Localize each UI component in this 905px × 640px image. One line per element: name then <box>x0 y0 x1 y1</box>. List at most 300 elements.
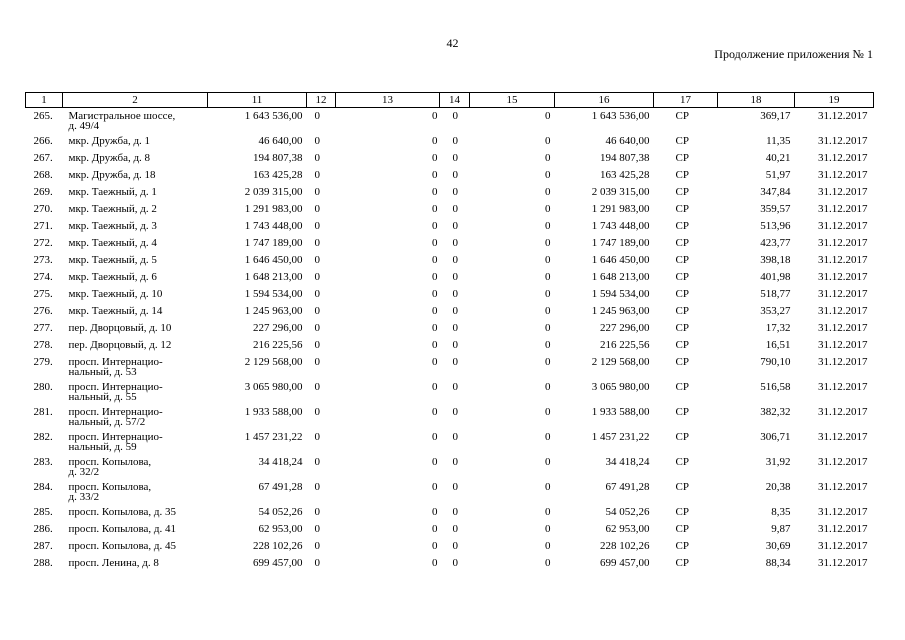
table-row <box>26 303 874 320</box>
cell-col-11: 2 129 568,00 <box>244 356 303 368</box>
cell-col-17: СР <box>675 456 689 468</box>
cell-col-17: СР <box>675 203 689 215</box>
address-cell <box>63 429 208 454</box>
row-number: 275. <box>33 288 53 300</box>
table-row <box>26 218 874 235</box>
cell-col-14: 0 <box>452 305 458 317</box>
cell-col-14: 0 <box>452 288 458 300</box>
cell-col-18: 40,21 <box>765 152 791 164</box>
address-cell <box>63 538 208 555</box>
cell-col-16: 62 953,00 <box>605 523 650 535</box>
cell-col-15: 0 <box>545 220 551 232</box>
cell-col-18: 401,98 <box>760 271 791 283</box>
address-line: мкр. Таежный, д. 2 <box>68 203 157 215</box>
cell-col-11: 1 594 534,00 <box>244 288 303 300</box>
address-line: нальный, д. 55 <box>68 391 137 403</box>
cell-col-11: 67 491,28 <box>258 481 303 493</box>
cell-col-11: 3 065 980,00 <box>244 381 303 393</box>
cell-col-13: 0 <box>432 557 438 569</box>
address-line: просп. Интернацио- <box>68 356 163 368</box>
cell-col-16: 228 102,26 <box>600 540 650 552</box>
cell-col-13: 0 <box>432 288 438 300</box>
cell-col-18: 513,96 <box>760 220 791 232</box>
address-cell <box>63 320 208 337</box>
address-line: Магистральное шоссе, <box>68 110 176 122</box>
cell-col-19: 31.12.2017 <box>818 356 868 368</box>
cell-col-12: 0 <box>314 237 320 249</box>
table-row <box>26 354 874 379</box>
cell-col-12: 0 <box>314 540 320 552</box>
row-number: 271. <box>33 220 53 232</box>
column-header: 14 <box>440 93 470 108</box>
table-row <box>26 286 874 303</box>
cell-col-15: 0 <box>545 322 551 334</box>
address-cell <box>63 379 208 404</box>
cell-col-14: 0 <box>452 322 458 334</box>
cell-col-19: 31.12.2017 <box>818 506 868 518</box>
cell-col-13: 0 <box>432 540 438 552</box>
cell-col-19: 31.12.2017 <box>818 381 868 393</box>
cell-col-11: 1 291 983,00 <box>244 203 303 215</box>
address-line: просп. Интернацио- <box>68 406 163 418</box>
address-line: мкр. Таежный, д. 3 <box>68 220 157 232</box>
cell-col-15: 0 <box>545 339 551 351</box>
cell-col-16: 194 807,38 <box>600 152 650 164</box>
cell-col-12: 0 <box>314 152 320 164</box>
cell-col-17: СР <box>675 506 689 518</box>
cell-col-15: 0 <box>545 186 551 198</box>
cell-col-19: 31.12.2017 <box>818 135 868 147</box>
page-number: 42 <box>446 36 459 50</box>
cell-col-14: 0 <box>452 110 458 122</box>
cell-col-13: 0 <box>432 135 438 147</box>
row-number: 284. <box>33 481 53 493</box>
address-cell <box>63 454 208 479</box>
address-line: мкр. Таежный, д. 4 <box>68 237 157 249</box>
cell-col-15: 0 <box>545 288 551 300</box>
cell-col-13: 0 <box>432 481 438 493</box>
cell-col-13: 0 <box>432 339 438 351</box>
cell-col-18: 382,32 <box>760 406 791 418</box>
cell-col-13: 0 <box>432 220 438 232</box>
cell-col-13: 0 <box>432 305 438 317</box>
cell-col-18: 516,58 <box>760 381 791 393</box>
address-cell <box>63 150 208 167</box>
cell-col-15: 0 <box>545 506 551 518</box>
row-number: 276. <box>33 305 53 317</box>
cell-col-11: 1 933 588,00 <box>244 406 303 418</box>
address-cell <box>63 337 208 354</box>
table-row <box>26 538 874 555</box>
cell-col-15: 0 <box>545 456 551 468</box>
cell-col-17: СР <box>675 339 689 351</box>
cell-col-15: 0 <box>545 356 551 368</box>
cell-col-15: 0 <box>545 152 551 164</box>
row-number: 285. <box>33 506 53 518</box>
cell-col-12: 0 <box>314 381 320 393</box>
address-line: д. 33/2 <box>68 491 100 503</box>
cell-col-14: 0 <box>452 152 458 164</box>
cell-col-19: 31.12.2017 <box>818 186 868 198</box>
cell-col-12: 0 <box>314 356 320 368</box>
address-line: мкр. Дружба, д. 18 <box>68 169 156 181</box>
cell-col-12: 0 <box>314 203 320 215</box>
cell-col-18: 518,77 <box>760 288 791 300</box>
table-body <box>26 108 874 573</box>
cell-col-11: 46 640,00 <box>258 135 303 147</box>
column-header: 19 <box>795 93 874 108</box>
cell-col-17: СР <box>675 152 689 164</box>
cell-col-13: 0 <box>432 110 438 122</box>
cell-col-13: 0 <box>432 406 438 418</box>
cell-col-15: 0 <box>545 135 551 147</box>
cell-col-13: 0 <box>432 506 438 518</box>
cell-col-12: 0 <box>314 254 320 266</box>
cell-col-17: СР <box>675 220 689 232</box>
row-number: 280. <box>33 381 53 393</box>
cell-col-18: 9,87 <box>771 523 791 535</box>
cell-col-14: 0 <box>452 169 458 181</box>
row-number: 286. <box>33 523 53 535</box>
cell-col-11: 1 457 231,22 <box>244 431 303 443</box>
address-line: мкр. Таежный, д. 1 <box>68 186 157 198</box>
cell-col-14: 0 <box>452 220 458 232</box>
row-number: 287. <box>33 540 53 552</box>
column-header: 16 <box>555 93 654 108</box>
cell-col-12: 0 <box>314 169 320 181</box>
cell-col-17: СР <box>675 305 689 317</box>
cell-col-19: 31.12.2017 <box>818 540 868 552</box>
table-row <box>26 133 874 150</box>
address-line: просп. Копылова, д. 41 <box>68 523 177 535</box>
address-line: нальный, д. 53 <box>68 366 137 378</box>
cell-col-16: 54 052,26 <box>605 506 650 518</box>
address-cell <box>63 504 208 521</box>
address-line: мкр. Дружба, д. 1 <box>68 135 151 147</box>
row-number: 272. <box>33 237 53 249</box>
cell-col-17: СР <box>675 135 689 147</box>
address-line: д. 32/2 <box>68 466 100 478</box>
table-row <box>26 167 874 184</box>
cell-col-18: 369,17 <box>760 110 791 122</box>
cell-col-11: 1 245 963,00 <box>244 305 303 317</box>
cell-col-17: СР <box>675 356 689 368</box>
cell-col-19: 31.12.2017 <box>818 339 868 351</box>
table-row <box>26 235 874 252</box>
cell-col-12: 0 <box>314 456 320 468</box>
cell-col-16: 1 291 983,00 <box>591 203 650 215</box>
cell-col-16: 1 743 448,00 <box>591 220 650 232</box>
cell-col-16: 2 129 568,00 <box>591 356 650 368</box>
cell-col-13: 0 <box>432 152 438 164</box>
cell-col-18: 423,77 <box>760 237 791 249</box>
cell-col-11: 1 648 213,00 <box>244 271 303 283</box>
cell-col-17: СР <box>675 431 689 443</box>
address-line: мкр. Таежный, д. 14 <box>68 305 163 317</box>
cell-col-18: 20,38 <box>765 481 791 493</box>
address-line: просп. Копылова, д. 35 <box>68 506 177 518</box>
address-cell <box>63 286 208 303</box>
cell-col-16: 34 418,24 <box>605 456 650 468</box>
cell-col-18: 31,92 <box>765 456 791 468</box>
cell-col-17: СР <box>675 110 689 122</box>
cell-col-15: 0 <box>545 271 551 283</box>
cell-col-14: 0 <box>452 203 458 215</box>
cell-col-14: 0 <box>452 135 458 147</box>
cell-col-17: СР <box>675 288 689 300</box>
cell-col-17: СР <box>675 186 689 198</box>
cell-col-14: 0 <box>452 339 458 351</box>
cell-col-12: 0 <box>314 406 320 418</box>
cell-col-19: 31.12.2017 <box>818 305 868 317</box>
cell-col-13: 0 <box>432 523 438 535</box>
cell-col-17: СР <box>675 557 689 569</box>
cell-col-14: 0 <box>452 481 458 493</box>
cell-col-12: 0 <box>314 431 320 443</box>
cell-col-11: 227 296,00 <box>253 322 303 334</box>
cell-col-16: 67 491,28 <box>605 481 650 493</box>
cell-col-16: 46 640,00 <box>605 135 650 147</box>
cell-col-18: 16,51 <box>765 339 791 351</box>
cell-col-19: 31.12.2017 <box>818 406 868 418</box>
address-cell <box>63 303 208 320</box>
cell-col-11: 1 747 189,00 <box>244 237 303 249</box>
cell-col-13: 0 <box>432 431 438 443</box>
cell-col-11: 62 953,00 <box>258 523 303 535</box>
address-cell <box>63 269 208 286</box>
cell-col-13: 0 <box>432 381 438 393</box>
address-line: нальный, д. 57/2 <box>68 416 146 428</box>
address-cell <box>63 479 208 504</box>
address-line: д. 49/4 <box>68 120 100 132</box>
address-line: нальный, д. 59 <box>68 441 137 453</box>
cell-col-12: 0 <box>314 339 320 351</box>
cell-col-14: 0 <box>452 406 458 418</box>
cell-col-18: 51,97 <box>765 169 791 181</box>
table-row <box>26 201 874 218</box>
address-cell <box>63 555 208 572</box>
cell-col-11: 216 225,56 <box>253 339 303 351</box>
address-cell <box>63 133 208 150</box>
cell-col-12: 0 <box>314 271 320 283</box>
cell-col-16: 1 646 450,00 <box>591 254 650 266</box>
cell-col-19: 31.12.2017 <box>818 237 868 249</box>
row-number: 265. <box>33 110 53 122</box>
cell-col-11: 1 743 448,00 <box>244 220 303 232</box>
row-number: 278. <box>33 339 53 351</box>
row-number: 268. <box>33 169 53 181</box>
cell-col-18: 353,27 <box>760 305 791 317</box>
cell-col-18: 398,18 <box>760 254 791 266</box>
table-row <box>26 379 874 404</box>
address-cell <box>63 404 208 429</box>
address-line: пер. Дворцовый, д. 12 <box>68 339 172 351</box>
cell-col-13: 0 <box>432 203 438 215</box>
cell-col-11: 2 039 315,00 <box>244 186 303 198</box>
table-row <box>26 337 874 354</box>
cell-col-18: 306,71 <box>760 431 791 443</box>
cell-col-13: 0 <box>432 254 438 266</box>
table-row <box>26 150 874 167</box>
cell-col-16: 3 065 980,00 <box>591 381 650 393</box>
table-row <box>26 404 874 429</box>
address-line: пер. Дворцовый, д. 10 <box>68 322 172 334</box>
address-line: мкр. Таежный, д. 6 <box>68 271 157 283</box>
cell-col-11: 1 643 536,00 <box>244 110 303 122</box>
cell-col-11: 228 102,26 <box>253 540 303 552</box>
cell-col-17: СР <box>675 322 689 334</box>
cell-col-18: 88,34 <box>765 557 791 569</box>
cell-col-18: 359,57 <box>760 203 791 215</box>
address-line: мкр. Таежный, д. 10 <box>68 288 163 300</box>
row-number: 270. <box>33 203 53 215</box>
cell-col-15: 0 <box>545 381 551 393</box>
data-table <box>25 92 874 572</box>
address-line: мкр. Дружба, д. 8 <box>68 152 151 164</box>
row-number: 269. <box>33 186 53 198</box>
cell-col-12: 0 <box>314 110 320 122</box>
address-cell <box>63 218 208 235</box>
column-header: 11 <box>208 93 307 108</box>
row-number: 266. <box>33 135 53 147</box>
row-number: 279. <box>33 356 53 368</box>
cell-col-14: 0 <box>452 356 458 368</box>
address-cell <box>63 108 208 134</box>
cell-col-12: 0 <box>314 506 320 518</box>
cell-col-16: 2 039 315,00 <box>591 186 650 198</box>
cell-col-15: 0 <box>545 254 551 266</box>
cell-col-15: 0 <box>545 110 551 122</box>
cell-col-16: 1 643 536,00 <box>591 110 650 122</box>
row-number: 281. <box>33 406 53 418</box>
cell-col-17: СР <box>675 237 689 249</box>
column-header: 1 <box>26 93 63 108</box>
cell-col-16: 227 296,00 <box>600 322 650 334</box>
cell-col-16: 163 425,28 <box>600 169 650 181</box>
cell-col-15: 0 <box>545 237 551 249</box>
cell-col-13: 0 <box>432 271 438 283</box>
cell-col-12: 0 <box>314 557 320 569</box>
cell-col-14: 0 <box>452 381 458 393</box>
cell-col-19: 31.12.2017 <box>818 110 868 122</box>
row-number: 273. <box>33 254 53 266</box>
cell-col-19: 31.12.2017 <box>818 557 868 569</box>
cell-col-13: 0 <box>432 356 438 368</box>
cell-col-16: 1 933 588,00 <box>591 406 650 418</box>
cell-col-12: 0 <box>314 135 320 147</box>
cell-col-12: 0 <box>314 481 320 493</box>
cell-col-14: 0 <box>452 540 458 552</box>
cell-col-12: 0 <box>314 523 320 535</box>
cell-col-11: 194 807,38 <box>253 152 303 164</box>
table-row <box>26 320 874 337</box>
cell-col-12: 0 <box>314 220 320 232</box>
table-row <box>26 252 874 269</box>
cell-col-19: 31.12.2017 <box>818 481 868 493</box>
cell-col-17: СР <box>675 169 689 181</box>
cell-col-19: 31.12.2017 <box>818 169 868 181</box>
cell-col-15: 0 <box>545 305 551 317</box>
row-number: 277. <box>33 322 53 334</box>
cell-col-11: 54 052,26 <box>258 506 303 518</box>
address-cell <box>63 521 208 538</box>
table-row <box>26 108 874 134</box>
cell-col-13: 0 <box>432 186 438 198</box>
cell-col-19: 31.12.2017 <box>818 152 868 164</box>
cell-col-15: 0 <box>545 169 551 181</box>
cell-col-16: 1 648 213,00 <box>591 271 650 283</box>
cell-col-19: 31.12.2017 <box>818 220 868 232</box>
header-row <box>26 93 874 108</box>
cell-col-17: СР <box>675 271 689 283</box>
cell-col-19: 31.12.2017 <box>818 431 868 443</box>
table-row <box>26 269 874 286</box>
cell-col-18: 11,35 <box>766 135 791 147</box>
cell-col-14: 0 <box>452 237 458 249</box>
cell-col-14: 0 <box>452 506 458 518</box>
row-number: 288. <box>33 557 53 569</box>
table-row <box>26 454 874 479</box>
address-line: просп. Копылова, д. 45 <box>68 540 177 552</box>
cell-col-17: СР <box>675 406 689 418</box>
cell-col-16: 1 457 231,22 <box>591 431 650 443</box>
cell-col-12: 0 <box>314 322 320 334</box>
cell-col-15: 0 <box>545 557 551 569</box>
cell-col-14: 0 <box>452 557 458 569</box>
address-line: просп. Ленина, д. 8 <box>68 557 159 569</box>
row-number: 283. <box>33 456 53 468</box>
cell-col-15: 0 <box>545 523 551 535</box>
cell-col-14: 0 <box>452 254 458 266</box>
appendix-label: Продолжение приложения № 1 <box>714 47 873 61</box>
cell-col-18: 17,32 <box>765 322 791 334</box>
cell-col-14: 0 <box>452 271 458 283</box>
address-line: мкр. Таежный, д. 5 <box>68 254 157 266</box>
cell-col-12: 0 <box>314 288 320 300</box>
cell-col-13: 0 <box>432 237 438 249</box>
cell-col-17: СР <box>675 254 689 266</box>
cell-col-15: 0 <box>545 431 551 443</box>
table-row <box>26 429 874 454</box>
cell-col-18: 790,10 <box>760 356 791 368</box>
cell-col-19: 31.12.2017 <box>818 288 868 300</box>
address-line: просп. Копылова, <box>68 456 152 468</box>
address-cell <box>63 354 208 379</box>
cell-col-11: 699 457,00 <box>253 557 303 569</box>
row-number: 267. <box>33 152 53 164</box>
table-row <box>26 479 874 504</box>
cell-col-15: 0 <box>545 540 551 552</box>
address-cell <box>63 167 208 184</box>
cell-col-17: СР <box>675 481 689 493</box>
column-header: 12 <box>307 93 336 108</box>
cell-col-19: 31.12.2017 <box>818 523 868 535</box>
address-line: просп. Копылова, <box>68 481 152 493</box>
table-row <box>26 184 874 201</box>
cell-col-14: 0 <box>452 186 458 198</box>
cell-col-16: 216 225,56 <box>600 339 650 351</box>
cell-col-14: 0 <box>452 523 458 535</box>
table-row <box>26 521 874 538</box>
address-line: просп. Интернацио- <box>68 431 163 443</box>
cell-col-16: 1 747 189,00 <box>591 237 650 249</box>
address-cell <box>63 252 208 269</box>
row-number: 282. <box>33 431 53 443</box>
cell-col-16: 699 457,00 <box>600 557 650 569</box>
address-cell <box>63 201 208 218</box>
cell-col-14: 0 <box>452 431 458 443</box>
cell-col-17: СР <box>675 381 689 393</box>
